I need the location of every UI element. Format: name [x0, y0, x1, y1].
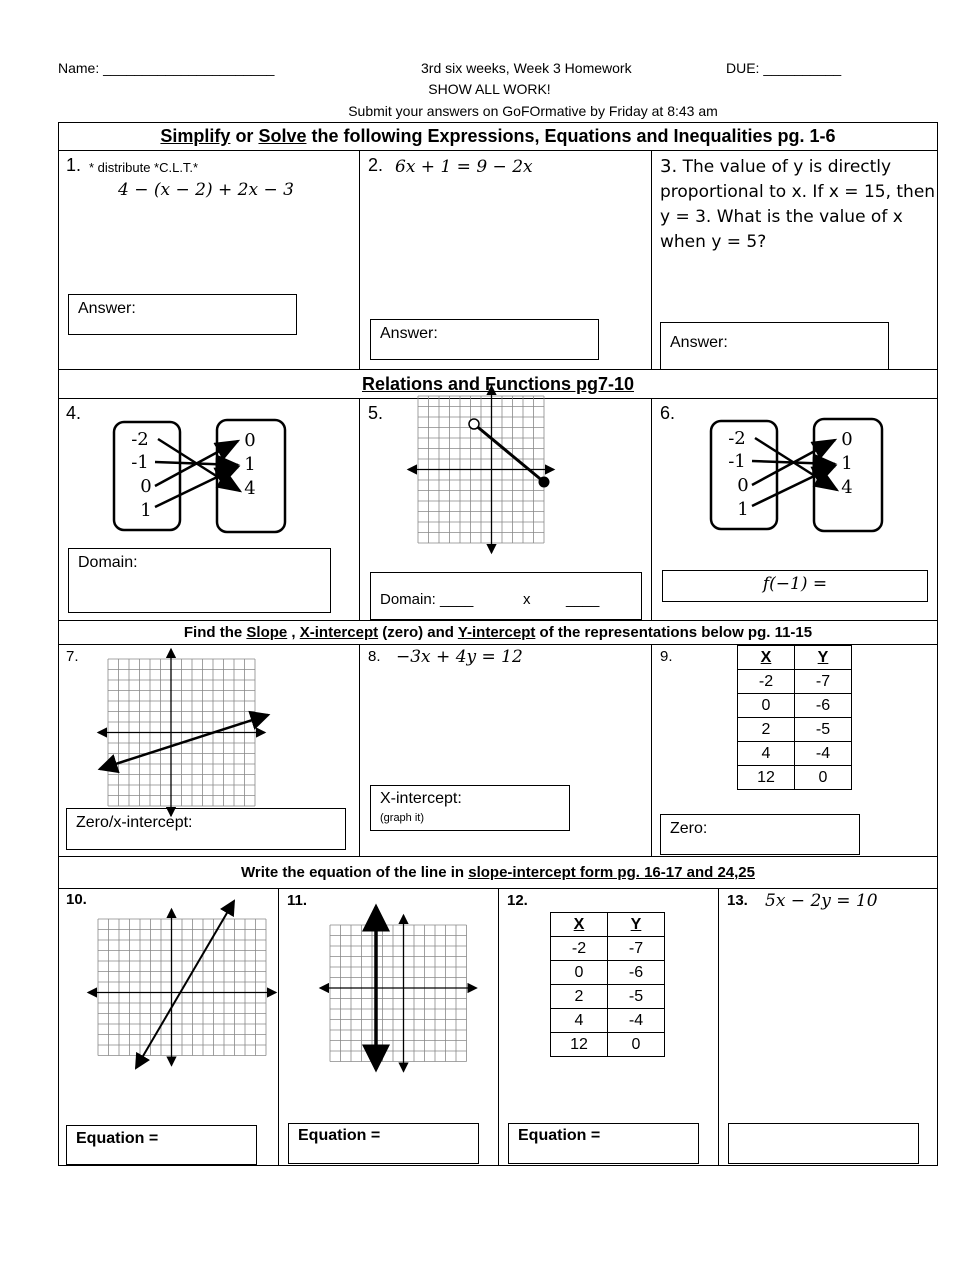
table-cell: 12 — [738, 766, 795, 790]
p6-domain-0: -2 — [728, 428, 746, 449]
p6-domain-2: 0 — [737, 475, 749, 496]
problem-2-expression: 6x + 1 = 9 − 2x — [395, 157, 533, 177]
submit-instructions: Submit your answers on GoFOrmative by Friday at 8:43 am — [348, 103, 718, 119]
section-relations-title: Relations and Functions pg7-10 — [361, 374, 635, 394]
table-cell: 0 — [795, 766, 852, 790]
p4-range-1: 1 — [244, 454, 256, 475]
p4-domain-2: 0 — [140, 476, 152, 497]
problem-3-answer-box[interactable]: Answer: — [660, 322, 889, 370]
table-row — [738, 742, 852, 766]
table-cell: -6 — [608, 961, 665, 985]
problem-2-answer-box[interactable]: Answer: — [370, 319, 599, 360]
problem-5-number: 5. — [368, 403, 384, 423]
problem-4-domain-box[interactable]: Domain: — [68, 548, 331, 613]
homework-title: 3rd six weeks, Week 3 Homework — [421, 60, 632, 76]
problem-2-number: 2. — [368, 155, 384, 175]
table-row — [551, 937, 665, 961]
problem-1-expression: 4 − (x − 2) + 2x − 3 — [118, 180, 294, 200]
p4-domain-0: -2 — [131, 429, 149, 450]
problem-12-number: 12. — [507, 892, 528, 909]
table-cell: -5 — [608, 985, 665, 1009]
problem-11-number: 11. — [287, 892, 308, 909]
p4-range-2: 4 — [244, 478, 256, 499]
p6-range-1: 1 — [841, 453, 853, 474]
p6-domain-3: 1 — [737, 499, 749, 520]
name-field[interactable]: Name: ______________________ — [58, 60, 275, 76]
problem-10-number: 10. — [66, 891, 87, 908]
table-row — [551, 985, 665, 1009]
problem-8-number: 8. — [368, 648, 381, 665]
problem-8-answer-box[interactable]: X-intercept: (graph it) — [370, 785, 570, 831]
table-header-y: Y — [608, 913, 665, 937]
problem-6-number: 6. — [660, 403, 676, 423]
problem-5-coordinate-grid — [404, 362, 644, 562]
table-cell: 4 — [738, 742, 795, 766]
section-slope-title: Find the Slope , X-intercept (zero) and Y-intercept of the representations below pg. 11-15 — [183, 624, 813, 641]
problem-4-number: 4. — [66, 403, 82, 423]
p4-range-0: 0 — [244, 430, 256, 451]
problem-13-answer-box[interactable] — [728, 1123, 919, 1164]
table-header-x: X — [738, 646, 795, 670]
problem-4-mapping-diagram — [108, 415, 308, 540]
problem-11-coordinate-grid — [318, 893, 518, 1073]
problem-1-answer-box[interactable]: Answer: — [68, 294, 297, 335]
problem-7-number: 7. — [66, 648, 79, 665]
problem-13-expression: 5x − 2y = 10 — [765, 891, 878, 911]
table-row — [551, 961, 665, 985]
graph-line — [100, 715, 268, 769]
p4-domain-3: 1 — [140, 500, 152, 521]
table-cell: 0 — [738, 694, 795, 718]
open-endpoint — [469, 419, 479, 429]
p6-range-0: 0 — [841, 429, 853, 450]
problem-6-mapping-diagram — [705, 414, 905, 539]
table-cell: 2 — [551, 985, 608, 1009]
table-header-x: X — [551, 913, 608, 937]
problem-5-domain-box[interactable]: Domain: ____ x ____ — [370, 572, 642, 620]
closed-endpoint — [539, 477, 550, 488]
due-field[interactable]: DUE: __________ — [726, 60, 842, 76]
problem-9-answer-box[interactable]: Zero: — [660, 814, 860, 855]
table-row — [738, 718, 852, 742]
p6-domain-1: -1 — [728, 451, 746, 472]
table-cell: -6 — [795, 694, 852, 718]
table-cell: 12 — [551, 1033, 608, 1057]
problem-10-answer-box[interactable]: Equation = — [66, 1125, 257, 1165]
problem-10-coordinate-grid — [84, 893, 284, 1073]
table-cell: 0 — [551, 961, 608, 985]
problem-7-coordinate-grid — [92, 645, 292, 815]
table-cell: 2 — [738, 718, 795, 742]
table-cell: -2 — [551, 937, 608, 961]
problem-13-number: 13. — [727, 892, 748, 909]
table-header-y: Y — [795, 646, 852, 670]
table-cell: -4 — [795, 742, 852, 766]
problem-3-text: 3. The value of y is directly proportional to x. If x = 15, then y = 3. What is the value of x when y = 5? — [660, 156, 936, 252]
table-cell: -7 — [608, 937, 665, 961]
problem-7-answer-box[interactable]: Zero/x-intercept: — [66, 808, 346, 850]
problem-1-number: 1. — [66, 155, 82, 175]
table-cell: -4 — [608, 1009, 665, 1033]
problem-8-expression: −3x + 4y = 12 — [396, 647, 523, 667]
section-slope-intercept-title: Write the equation of the line in slope-intercept form pg. 16-17 and 24,25 — [241, 864, 755, 881]
table-cell: 4 — [551, 1009, 608, 1033]
table-row — [551, 1009, 665, 1033]
section-simplify-title: Simplify or Solve the following Expressions, Equations and Inequalities pg. 1-6 — [160, 126, 836, 146]
table-cell: 0 — [608, 1033, 665, 1057]
table-row — [738, 766, 852, 790]
problem-9-number: 9. — [660, 648, 673, 665]
problem-9-xy-table — [737, 645, 852, 790]
table-cell: -5 — [795, 718, 852, 742]
show-all-work: SHOW ALL WORK! — [428, 81, 551, 97]
problem-6-answer-box[interactable]: f(−1) = — [662, 570, 928, 602]
table-cell: -7 — [795, 670, 852, 694]
table-row — [738, 694, 852, 718]
problem-1-note: * distribute *C.L.T.* — [89, 160, 199, 175]
problem-11-answer-box[interactable]: Equation = — [288, 1123, 479, 1164]
p4-domain-1: -1 — [131, 452, 149, 473]
table-cell: -2 — [738, 670, 795, 694]
problem-12-answer-box[interactable]: Equation = — [508, 1123, 699, 1164]
table-row — [551, 1033, 665, 1057]
table-row — [738, 670, 852, 694]
problem-12-xy-table — [550, 912, 665, 1057]
p6-range-2: 4 — [841, 477, 853, 498]
